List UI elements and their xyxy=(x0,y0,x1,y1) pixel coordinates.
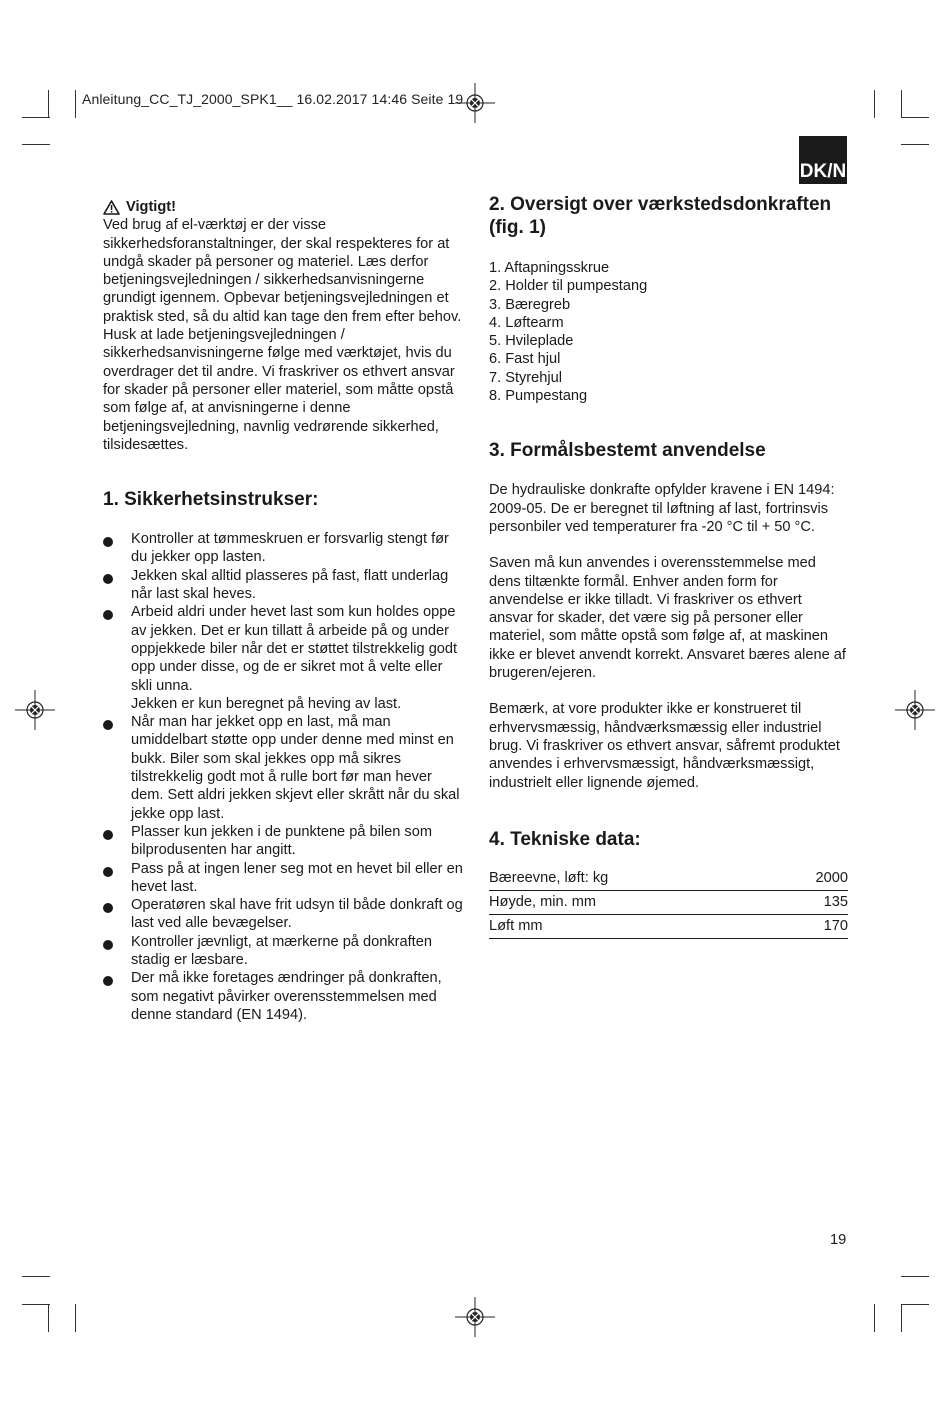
table-cell-value: 2000 xyxy=(815,870,848,887)
table-cell-value: 170 xyxy=(823,918,848,935)
bullet-icon xyxy=(103,537,113,547)
list-item: Pass på at ingen lener seg mot en hevet bil eller en hevet last. xyxy=(103,860,465,897)
crop-mark xyxy=(901,1304,902,1332)
crop-mark xyxy=(48,1304,49,1332)
table-row xyxy=(489,914,848,938)
list-item: Jekken skal alltid plasseres på fast, flatt underlag når last skal heves. xyxy=(103,567,465,604)
section-1-title: 1. Sikkerhetsinstrukser: xyxy=(103,489,319,511)
list-item: Arbeid aldri under hevet last som kun holdes oppe av jekken. Det er kun tillatt å arbeide på og under oppjekkede biler når det er støttet tilstrekkelig godt opp under disse, og de er sikret mot å velte eller skli unna. Jekken er kun beregnet på heving av last. xyxy=(103,603,465,713)
list-item: 8. Pumpestang xyxy=(489,388,588,405)
crop-mark xyxy=(901,1276,929,1277)
language-badge: DK/N xyxy=(799,136,847,184)
list-item: 1. Aftapningsskrue xyxy=(489,260,610,276)
crop-mark xyxy=(22,1304,50,1305)
table-row xyxy=(489,890,848,914)
list-item: 4. Løftearm xyxy=(489,314,564,331)
list-item: 5. Hvileplade xyxy=(489,333,574,350)
warning-triangle-icon xyxy=(103,200,120,215)
crop-mark xyxy=(75,1304,76,1332)
parts-list xyxy=(489,259,849,405)
list-item: Kontroller jævnligt, at mærkerne på donkraften stadig er læsbare. xyxy=(103,933,465,970)
crop-mark xyxy=(901,90,902,118)
table-cell-value: 135 xyxy=(823,894,848,911)
crop-mark xyxy=(48,90,49,118)
crop-mark xyxy=(874,90,875,118)
bullet-icon xyxy=(103,903,113,913)
crop-mark xyxy=(22,144,50,145)
crosshair-target-icon xyxy=(455,1297,495,1337)
warning-title: Vigtigt! xyxy=(126,199,176,215)
table-cell-label: Høyde, min. mm xyxy=(489,894,597,911)
list-item: 6. Fast hjul xyxy=(489,351,561,368)
list-item: Plasser kun jekken i de punktene på bilen som bilprodusenten har angitt. xyxy=(103,823,465,860)
list-item: Kontroller at tømmeskruen er forsvarlig stengt før du jekker opp lasten. xyxy=(103,530,465,567)
crop-mark xyxy=(874,1304,875,1332)
left-column xyxy=(103,198,465,1024)
list-item: 2. Holder til pumpestang xyxy=(489,278,648,295)
crop-mark xyxy=(901,144,929,145)
bullet-icon xyxy=(103,720,113,730)
table-cell-label: Bæreevne, løft: kg xyxy=(489,870,609,887)
crosshair-target-icon xyxy=(895,690,935,730)
table-row xyxy=(489,867,848,891)
page-number: 19 xyxy=(830,1232,847,1248)
intended-use-paragraph: De hydrauliske donkrafte opfylder kravene i EN 1494: 2009-05. De er beregnet til løftning af last, fortrinsvis personbiler ved temperaturer fra -20 °C til + 50 °C. xyxy=(489,482,835,535)
bullet-icon xyxy=(103,867,113,877)
section-3-title: 3. Formålsbestemt anvendelse xyxy=(489,440,766,462)
crop-mark xyxy=(22,1276,50,1277)
list-item: Operatøren skal have frit udsyn til både donkraft og last ved alle bevægelser. xyxy=(103,896,465,933)
warning-heading xyxy=(103,198,465,216)
tech-data-table xyxy=(489,867,848,939)
crop-mark xyxy=(901,1304,929,1305)
right-column xyxy=(489,193,849,939)
list-item: Når man har jekket opp en last, må man umiddelbart støtte opp under denne med minst en bukk. Biler som skal jekkes opp må sikres tilstrekkelig godt mot å rulle bort før man hever dem. Sett aldri jekken skjevt eller skrått når du skal jekke opp last. xyxy=(103,713,465,823)
warning-text: Ved brug af el-værktøj er der visse sikkerhedsforanstaltninger, der skal respekteres for at undgå skader på personer og materiel. Læs derfor betjeningsvejledningen / sikkerhedsanvisningerne grundigt igennem. Opbevar betjeningsvejledningen et praktisk sted, så du altid kan tage den frem efter behov. Husk at lade betjeningsvejledningen / sikkerhedsanvisningerne følge med værktøjet, hvis du overdrager det til andre. Vi fraskriver os ethvert ansvar for skader på personer eller materiel, som måtte opstå som følge af, at anvisningerne i denne betjeningsvejledning, navnlig vedrørende sikkerhed, tilsidesættes. xyxy=(103,217,462,453)
safety-instructions-list xyxy=(103,530,465,1024)
list-item: 7. Styrehjul xyxy=(489,369,563,386)
bullet-icon xyxy=(103,574,113,584)
crop-mark xyxy=(22,117,50,118)
bullet-icon xyxy=(103,976,113,986)
list-item: Der må ikke foretages ændringer på donkraften, som negativt påvirker overensstemmelsen med denne standard (EN 1494). xyxy=(103,969,465,1024)
crosshair-target-icon xyxy=(15,690,55,730)
file-info-header: Anleitung_CC_TJ_2000_SPK1__ 16.02.2017 14:46 Seite 19 xyxy=(82,91,464,107)
section-2-title: 2. Oversigt over værkstedsdonkraften (fig. 1) xyxy=(489,194,832,238)
intended-use-paragraph: Bemærk, at vore produkter ikke er konstrueret til erhvervsmæssig, håndværksmæssig eller industriel brug. Vi fraskriver os ethvert ansvar, såfremt produktet anvendes i erhvervsmæssigt, håndværksmæssigt, industrielt eller lignende øjemed. xyxy=(489,701,840,791)
section-4-title: 4. Tekniske data: xyxy=(489,828,641,850)
bullet-icon xyxy=(103,940,113,950)
intended-use-paragraph: Saven må kun anvendes i overensstemmelse med dens tiltænkte formål. Enhver anden form for anvendelse er ikke tilladt. Vi fraskriver os ethvert ansvar for skader, det være sig på personer eller materiel, som måtte opstå som følge af, at maskinen ikke er blevet anvendt korrekt. Ansvaret bæres alene af brugeren/ejeren. xyxy=(489,555,846,682)
crop-mark xyxy=(901,117,929,118)
list-item: 3. Bæregreb xyxy=(489,296,571,313)
table-cell-label: Løft mm xyxy=(489,918,543,935)
bullet-icon xyxy=(103,830,113,840)
crop-mark xyxy=(75,90,76,118)
bullet-icon xyxy=(103,610,113,620)
